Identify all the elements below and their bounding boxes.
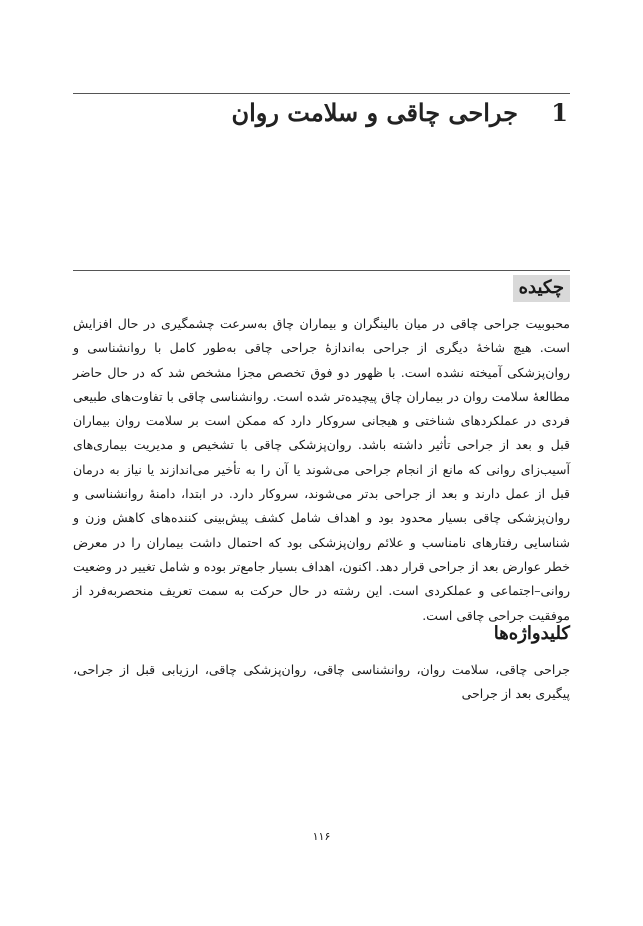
abstract-heading: چکیده — [513, 275, 570, 302]
page-number: ۱۱۶ — [312, 830, 331, 843]
abstract-body: محبوبیت جراحی چاقی در میان بالینگران و بیماران چاق به‌سرعت چشمگیری در حال افزایش است. هیچ شاخهٔ دیگری از جراحی به‌اندازهٔ جراحی چاقی به‌طور کامل با روانشناسی و روان‌پزشکی آمیخته نشده است. با ظهور دو فوق تخصص مجزا مشخص شد که در حال حاضر مطالعهٔ سلامت روان در بیماران چاق پیچیده‌تر شده است. روانشناسی چاقی با تفاوت‌های طبیعی فردی در عملکردهای شناختی و هیجانی سروکار دارد که ممکن است بر سلامت روان بیماران قبل و بعد از جراحی تأثیر داشته باشد. روان‌پزشکی چاقی با تشخیص و مدیریت بیماری‌های آسیب‌زای روانی که مانع از انجام جراحی می‌شوند یا آن را به تأخیر می‌اندازند یا نیاز به درمان قبل از عمل دارند و بعد از جراحی بدتر می‌شوند، سروکار دارد. در ابتدا، دامنهٔ روانشناسی و روان‌پزشکی چاقی بسیار محدود بود و اهداف شامل کشف پیش‌بینی کننده‌های کاهش وزن و شناسایی رفتارهای نامناسب و علائم روان‌پزشکی بود که احتمال داشت بیماران را در معرض خطر عوارض بعد از جراحی قرار دهد. اکنون، اهداف بسیار جامع‌تر بوده و شامل تغییر در وضعیت روانی–اجتماعی و عملکردی است. این رشته در حال حرکت به سمت تعریف منحصربه‌فرد از موفقیت جراحی چاقی است. — [73, 316, 570, 623]
keywords-heading: کلیدواژه‌ها — [493, 623, 570, 644]
chapter-title: جراحی چاقی و سلامت روان — [231, 98, 518, 127]
chapter-number: 1 — [551, 98, 568, 127]
top-rule — [73, 93, 570, 94]
section-rule — [73, 270, 570, 271]
chapter-heading — [73, 98, 570, 127]
keywords-body: جراحی چاقی، سلامت روان، روانشناسی چاقی، روان‌پزشکی چاقی، ارزیابی قبل از جراحی، پیگیری بعد از جراحی — [73, 662, 570, 701]
